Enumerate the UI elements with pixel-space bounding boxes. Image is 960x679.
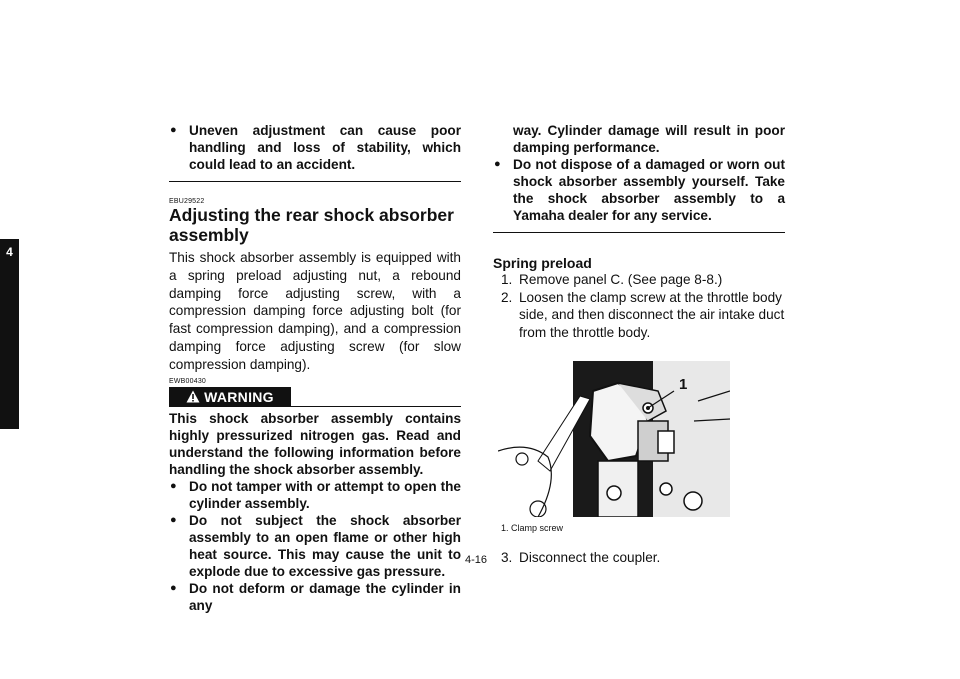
divider bbox=[493, 232, 785, 233]
page-number: 4-16 bbox=[465, 554, 488, 566]
figure-caption: 1. Clamp screw bbox=[501, 523, 564, 533]
figure-callout: 1 bbox=[679, 376, 688, 393]
step-number: 1. bbox=[501, 272, 513, 287]
left-column bbox=[169, 122, 461, 614]
warning-code: EWB00430 bbox=[169, 377, 207, 385]
step-item bbox=[493, 271, 785, 289]
step-text: Loosen the clamp screw at the throttle body side, and then disconnect the air intake duct from the throttle body. bbox=[519, 289, 785, 340]
bullet-uneven-adjustment: ● Uneven adjustment can cause poor handling and loss of stability, which could lead to an accident. bbox=[169, 122, 461, 173]
step-number: 2. bbox=[501, 289, 513, 305]
bullet-item: ● Do not subject the shock absorber assembly to an open flame or other high heat source. This may cause the unit to explode due to excessive gas pressure. bbox=[169, 512, 461, 580]
section-code: EBU29522 bbox=[169, 198, 205, 205]
warning-text: This shock absorber assembly contains highly pressurized nitrogen gas. Read and understand the following information before handling the shock absorber assembly. bbox=[169, 410, 461, 477]
section-tab bbox=[0, 239, 19, 429]
right-column bbox=[493, 122, 785, 567]
warning-triangle-icon bbox=[186, 390, 200, 403]
bullet-item: ● Do not deform or damage the cylinder in any bbox=[169, 580, 461, 614]
intro-paragraph: This shock absorber assembly is equipped with a spring preload adjusting nut, a rebound damping force adjusting screw, with a compression damping force adjusting bolt (for fast compression damping), and a compression damping force adjusting screw (for slow compression damping). bbox=[169, 250, 461, 372]
section-tab-number: 4 bbox=[6, 245, 13, 259]
step-number: 3. bbox=[501, 550, 513, 565]
divider bbox=[169, 181, 461, 182]
section-heading: Adjusting the rear shock absorber assembly bbox=[169, 205, 454, 245]
engine-illustration bbox=[498, 361, 730, 517]
bullet-item: ● Do not tamper with or attempt to open the cylinder assembly. bbox=[169, 478, 461, 512]
step-text: Disconnect the coupler. bbox=[519, 550, 661, 565]
warning-badge bbox=[169, 387, 291, 407]
step-item bbox=[493, 289, 785, 342]
warning-header bbox=[169, 387, 461, 407]
clamp-screw-photo bbox=[498, 361, 730, 517]
step-item bbox=[493, 549, 785, 567]
step-text: Remove panel C. (See page 8-8.) bbox=[519, 272, 723, 287]
bullet-item: ● Do not dispose of a damaged or worn out shock absorber assembly yourself. Take the shock absorber assembly to a Yamaha dealer for any service. bbox=[493, 156, 785, 224]
warning-continuation: way. Cylinder damage will result in poor damping performance. bbox=[513, 123, 785, 155]
warning-rule bbox=[291, 406, 461, 407]
warning-label: WARNING bbox=[204, 388, 274, 405]
subheading-spring-preload: Spring preload bbox=[493, 255, 592, 271]
